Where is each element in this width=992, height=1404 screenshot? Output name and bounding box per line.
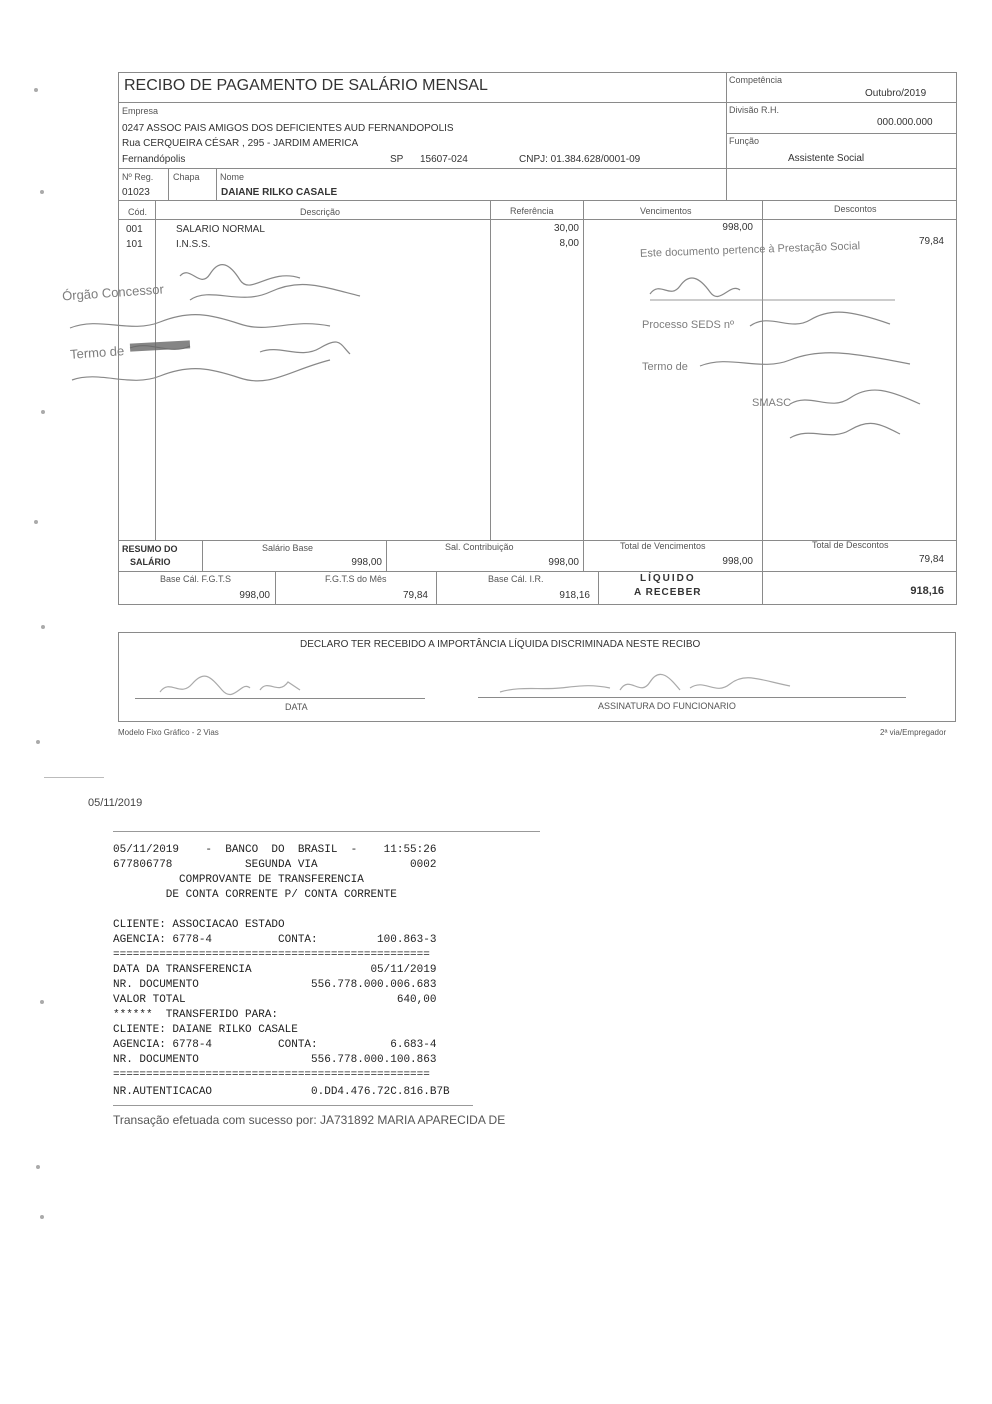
summary-bottom-border [118, 604, 956, 605]
scan-speck [41, 410, 45, 414]
scan-speck [40, 1000, 44, 1004]
transfer-line: NR.AUTENTICACAO 0.DD4.476.72C.816.B7B [113, 1086, 450, 1098]
transfer-line: NR. DOCUMENTO 556.778.000.100.863 [113, 1054, 437, 1066]
transfer-line: DE CONTA CORRENTE P/ CONTA CORRENTE [113, 889, 397, 901]
empresa-name: 0247 ASSOC PAIS AMIGOS DOS DEFICIENTES AUD FERNANDOPOLIS [122, 123, 454, 134]
competencia-value: Outubro/2019 [865, 88, 927, 99]
receipt-top-border [118, 72, 956, 73]
right-stamp-processo: Processo SEDS nº [642, 319, 735, 331]
empresa-cnpj: CNPJ: 01.384.628/0001-09 [519, 154, 641, 165]
item-descontos: 79,84 [918, 236, 944, 247]
nreg-value: 01023 [122, 187, 150, 198]
scan-speck [41, 625, 45, 629]
assinatura-label: ASSINATURA DO FUNCIONARIO [598, 701, 736, 711]
col-referencia-divider [583, 200, 584, 540]
scan-speck [34, 520, 38, 524]
nreg-divider [168, 168, 169, 201]
col-vencimentos-header: Vencimentos [640, 206, 692, 216]
resumo-label-2: SALÁRIO [130, 557, 171, 567]
transfer-line: ================================================ [113, 949, 430, 961]
empresa-address: Rua CERQUEIRA CÉSAR , 295 - JARDIM AMERICA [122, 138, 359, 149]
funcao-value: Assistente Social [788, 153, 865, 164]
item-descricao: I.N.S.S. [176, 239, 211, 250]
header-right-divider [726, 72, 727, 200]
chapa-divider [216, 168, 217, 201]
data-handwriting [150, 670, 450, 700]
right-stamp-line-1: Este documento pertence à Prestação Social [639, 240, 861, 260]
transfer-line: ================================================ [113, 1069, 430, 1081]
total-descontos-label: Total de Descontos [812, 540, 889, 550]
transfer-line: VALOR TOTAL 640,00 [113, 994, 437, 1006]
base-ir-value: 918,16 [559, 590, 590, 601]
fgts-mes-value: 79,84 [402, 590, 428, 601]
col-cod-header: Cód. [128, 207, 148, 217]
left-stamp-handwriting [60, 260, 380, 400]
transfer-line: 677806778 SEGUNDA VIA 0002 [113, 859, 437, 871]
scan-speck [36, 740, 40, 744]
transfer-line: ****** TRANSFERIDO PARA: [113, 1009, 279, 1021]
item-referencia: 8,00 [559, 238, 579, 249]
empresa-city: Fernandópolis [122, 154, 186, 165]
right-stamp-termo: Termo de [642, 361, 688, 373]
nreg-label: Nº Reg. [122, 172, 154, 182]
transfer-date-header: 05/11/2019 [88, 797, 143, 809]
liquido-label-1: LÍQUIDO [640, 573, 696, 584]
item-referencia: 30,00 [553, 223, 579, 234]
right-stamp-handwriting [630, 270, 940, 450]
table-header-border [118, 219, 956, 220]
divisao-label: Divisão R.H. [729, 105, 780, 115]
divisao-divider [726, 133, 956, 134]
footer-right: 2ª via/Empregador [880, 728, 947, 737]
sal-contribuicao-label: Sal. Contribuição [445, 542, 514, 552]
salario-base-value: 998,00 [351, 557, 382, 568]
funcao-label: Função [729, 136, 760, 146]
footer-left: Modelo Fixo Gráfico - 2 Vias [118, 728, 219, 737]
chapa-label: Chapa [173, 172, 200, 182]
col-referencia-header: Referência [510, 206, 554, 216]
salario-base-label: Salário Base [262, 543, 314, 553]
declaration-text: DECLARO TER RECEBIDO A IMPORTÂNCIA LÍQUIDA DISCRIMINADA NESTE RECIBO [300, 639, 701, 650]
employee-signature [490, 668, 810, 700]
transfer-line: NR. DOCUMENTO 556.778.000.006.683 [113, 979, 437, 991]
total-descontos-value: 79,84 [918, 554, 944, 565]
col-descricao-header: Descrição [300, 207, 341, 217]
total-vencimentos-value: 998,00 [722, 556, 753, 567]
left-stamp-orgao: Órgão Concessor [61, 281, 165, 304]
transfer-line: COMPROVANTE DE TRANSFERENCIA [113, 874, 364, 886]
transfer-line: DATA DA TRANSFERENCIA 05/11/2019 [113, 964, 437, 976]
scan-speck [40, 190, 44, 194]
scan-mark [44, 777, 104, 778]
transfer-line: AGENCIA: 6778-4 CONTA: 100.863-3 [113, 934, 437, 946]
base-fgts-value: 998,00 [239, 590, 270, 601]
transfer-top-rule [113, 831, 540, 832]
ir-divider [598, 571, 599, 605]
fgts-mes-label: F.G.T.S do Mês [325, 574, 387, 584]
transfer-line: 05/11/2019 - BANCO DO BRASIL - 11:55:26 [113, 844, 437, 856]
sal-contribuicao-value: 998,00 [548, 557, 579, 568]
item-vencimentos: 998,00 [722, 222, 753, 233]
transfer-line: CLIENTE: ASSOCIACAO ESTADO [113, 919, 285, 931]
scan-speck [36, 1165, 40, 1169]
table-top-border [118, 200, 956, 201]
receipt-title: RECIBO DE PAGAMENTO DE SALÁRIO MENSAL [124, 77, 488, 94]
right-stamp-smasc: SMASC [752, 397, 792, 409]
scan-speck [40, 1215, 44, 1219]
header-divider-2 [118, 168, 956, 169]
scan-speck [34, 88, 38, 92]
summary-mid-border [118, 571, 956, 572]
liquido-label-2: A RECEBER [634, 587, 702, 598]
item-cod: 101 [126, 239, 143, 250]
transfer-footer: Transação efetuada com sucesso por: JA731892 MARIA APARECIDA DE [113, 1113, 506, 1127]
competencia-label: Competência [729, 75, 783, 85]
item-cod: 001 [126, 224, 143, 235]
item-descricao: SALARIO NORMAL [176, 224, 265, 235]
total-vencimentos-label: Total de Vencimentos [620, 541, 706, 551]
liquido-value: 918,16 [910, 585, 944, 597]
header-divider-1 [118, 102, 956, 103]
receipt-right-border [956, 72, 957, 605]
empresa-label: Empresa [122, 106, 159, 116]
nome-value: DAIANE RILKO CASALE [221, 187, 338, 198]
empresa-state: SP [390, 154, 404, 165]
base-ir-label: Base Cál. I.R. [488, 574, 544, 584]
left-stamp-termo: Termo de [69, 343, 125, 362]
col-descontos-header: Descontos [834, 204, 877, 214]
resumo-label-1: RESUMO DO [122, 544, 178, 554]
nome-label: Nome [220, 172, 245, 182]
empresa-cep: 15607-024 [420, 154, 468, 165]
base-fgts-label: Base Cál. F.G.T.S [160, 574, 232, 584]
transfer-line: CLIENTE: DAIANE RILKO CASALE [113, 1024, 298, 1036]
transfer-bottom-rule [113, 1105, 473, 1106]
col-descricao-divider [490, 200, 491, 540]
divisao-value: 000.000.000 [877, 117, 933, 128]
data-label: DATA [285, 702, 308, 712]
transfer-line: AGENCIA: 6778-4 CONTA: 6.683-4 [113, 1039, 437, 1051]
